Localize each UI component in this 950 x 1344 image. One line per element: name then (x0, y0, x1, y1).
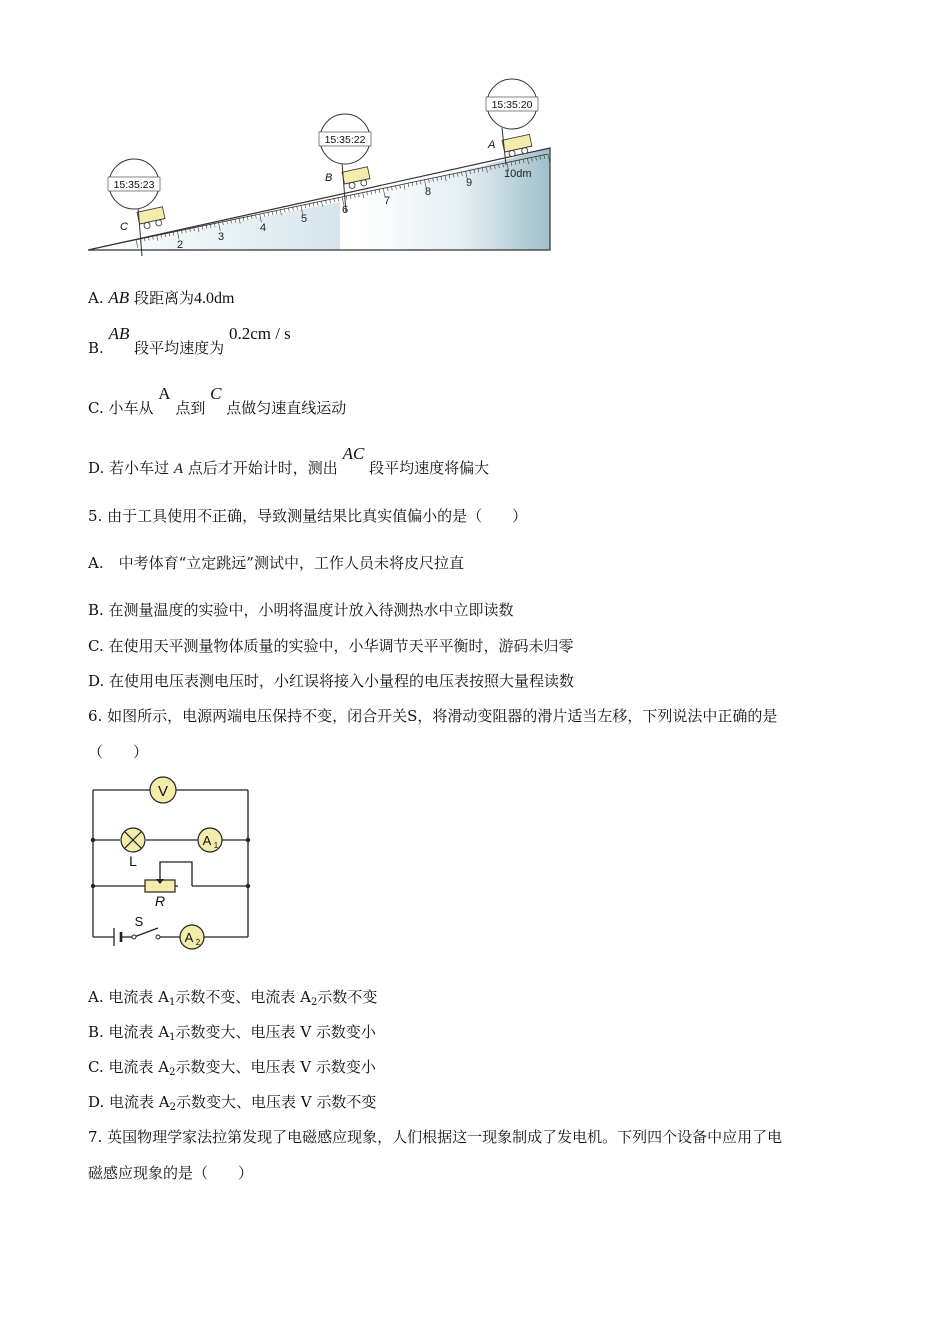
label-a: A (488, 139, 496, 151)
subscript: 2 (169, 1102, 177, 1113)
cart-c (137, 207, 166, 230)
tick-label-3: 3 (218, 231, 225, 243)
tick-label-6: 6 (342, 204, 349, 216)
option-text: D. 电流表 A (88, 1093, 170, 1111)
junction-dot (246, 838, 250, 842)
option-text: C. 电流表 A (88, 1058, 170, 1076)
subscript: 1 (169, 1032, 176, 1043)
option-mid: 点后才开始计时，测出 (187, 459, 338, 477)
label-c: C (120, 221, 128, 233)
q6-stem-line1: 6. 如图所示，电源两端电压保持不变，闭合开关S，将滑动变阻器的滑片适当左移，下列说法中正确的是 (88, 707, 778, 725)
subscript: 1 (168, 997, 176, 1008)
junction-dot (91, 884, 95, 888)
ammeter-a1-label: A (202, 833, 212, 848)
clock-b-time: 15:35:22 (324, 134, 366, 146)
option-prefix: D. 若小车过 (88, 459, 170, 477)
switch-pivot (132, 935, 136, 939)
ammeter-a2-label: A (184, 930, 194, 945)
option-text: 段平均速度为 (134, 339, 225, 357)
option-text: 示数变大、电压表 V 示数不变 (176, 1093, 377, 1111)
math-var: AC (342, 444, 365, 463)
q5-option-c: C. 在使用天平测量物体质量的实验中，小华调节天平平衡时，游码未归零 (88, 637, 574, 655)
option-text: 示数不变 (317, 988, 378, 1006)
q4-option-b (88, 324, 291, 358)
q6-option-a (88, 987, 377, 1013)
option-text: B. 电流表 A (88, 1023, 170, 1041)
ammeter-a2-sub: 2 (195, 938, 201, 947)
circuit-figure (85, 775, 265, 955)
q4-option-a (88, 288, 234, 309)
option-text: 段距离为 (133, 289, 194, 307)
math-var: AB (108, 288, 130, 307)
q4-option-d (88, 444, 490, 479)
option-text: 段平均速度将偏大 (369, 459, 490, 477)
tick-label-5: 5 (301, 213, 308, 225)
option-text: A. 电流表 A (88, 988, 169, 1006)
option-value: 0.2cm / s (228, 324, 291, 343)
label-b: B (325, 172, 333, 184)
q5-stem: 5. 由于工具使用不正确，导致测量结果比真实值偏小的是（ ） (88, 507, 528, 525)
q6-option-d (88, 1092, 376, 1118)
tick-label-10dm: 10dm (504, 168, 532, 180)
tick-label-4: 4 (260, 222, 267, 234)
option-text: 示数不变、电流表 A (175, 988, 311, 1006)
switch-contact (156, 935, 160, 939)
lamp-label: L (129, 853, 137, 869)
q6-option-b (88, 1022, 376, 1048)
math-var: A (158, 384, 171, 403)
junction-dot (246, 884, 250, 888)
subscript: 2 (169, 1067, 176, 1078)
option-text: 示数变大、电压表 V 示数变小 (175, 1023, 376, 1041)
q5-option-b: B. 在测量温度的实验中，小明将温度计放入待测热水中立即读数 (88, 601, 514, 619)
resistor-label: R (154, 893, 166, 909)
q6-stem-line2: （ ） (88, 743, 149, 761)
clock-c-time: 15:35:23 (113, 179, 155, 191)
option-text: 点做匀速直线运动 (226, 399, 347, 417)
option-prefix: B. (88, 339, 104, 357)
clock-a-time: 15:35:20 (491, 99, 533, 111)
ammeter-a1-sub: 1 (213, 841, 219, 850)
voltmeter-label: V (157, 783, 169, 800)
math-var: C (210, 384, 222, 403)
switch-label: S (134, 914, 144, 929)
tick-label-8: 8 (425, 186, 432, 198)
q5-option-d: D. 在使用电压表测电压时，小红误将接入小量程的电压表按照大量程读数 (88, 672, 575, 690)
tick-label-2: 2 (177, 239, 184, 251)
q4-option-c (88, 384, 347, 418)
math-var: A (173, 461, 183, 477)
option-prefix: A. (88, 289, 104, 307)
q6-option-c (88, 1057, 376, 1083)
option-mid: 点到 (175, 399, 206, 417)
subscript: 2 (310, 997, 318, 1008)
incline-figure (0, 0, 950, 270)
lamp-icon (121, 828, 145, 852)
tick-label-9: 9 (466, 177, 473, 189)
battery-icon (114, 928, 121, 946)
junction-dot (91, 838, 95, 842)
option-value: 4.0dm (193, 290, 235, 307)
cart-b (342, 167, 371, 190)
ruler-tick (391, 186, 392, 190)
option-text: 示数变大、电压表 V 示数变小 (175, 1058, 376, 1076)
q5-option-a: A. 中考体育“立定跳远”测试中，工作人员未将皮尺拉直 (88, 554, 464, 572)
option-prefix: C. 小车从 (88, 399, 154, 417)
q7-stem-line2: 磁感应现象的是（ ） (88, 1164, 254, 1182)
math-var: AB (108, 324, 130, 343)
tick-label-7: 7 (384, 195, 391, 207)
q7-stem-line1: 7. 英国物理学家法拉第发现了电磁感应现象，人们根据这一现象制成了发电机。下列四个设备中应用了电 (88, 1128, 783, 1146)
